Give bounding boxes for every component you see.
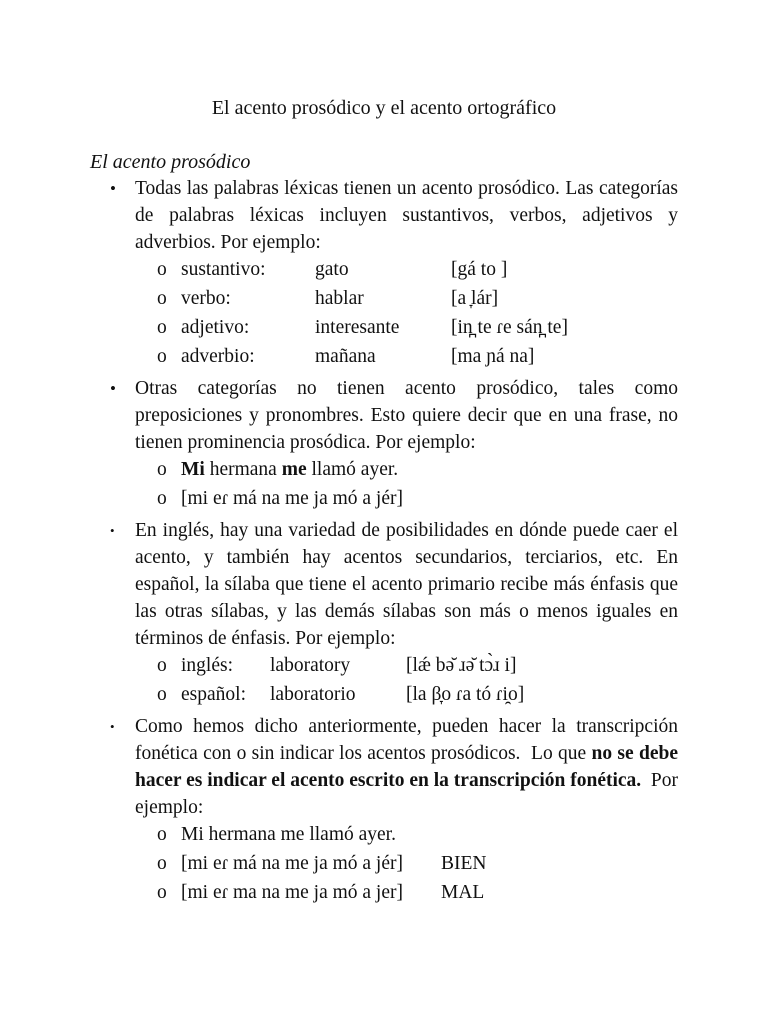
- bullet-item-transcription: [90, 713, 683, 906]
- example-word: hablar: [315, 288, 364, 309]
- sub-bullet-marker: o: [157, 853, 167, 874]
- example-word: interesante: [315, 317, 400, 338]
- sub-bullet-marker: o: [157, 459, 167, 480]
- example-row: [135, 681, 678, 708]
- section-heading: El acento prosódico: [90, 151, 251, 173]
- bullet-item-english-spanish: [90, 517, 678, 708]
- bold-text: no se debe hacer es indicar el acento escrito en la transcripción fonética.: [135, 743, 678, 791]
- sentence-part: llamó ayer.: [306, 459, 399, 480]
- bullet-marker: •: [110, 379, 116, 398]
- sub-bullet-marker: o: [157, 655, 167, 676]
- ipa-transcription: [gá to ]: [451, 259, 508, 280]
- bullet-item-non-lexical: [90, 375, 678, 512]
- sub-bullet-marker: o: [157, 259, 167, 280]
- ipa-transcription: [mi eɾ má na me ja mó a jér]: [181, 853, 403, 874]
- verdict-label: BIEN: [441, 853, 487, 874]
- sub-list: [135, 652, 678, 708]
- category-label: verbo:: [181, 288, 231, 309]
- example-row: [135, 343, 678, 370]
- example-sentence: [135, 821, 678, 848]
- bullet-item-lexical: [90, 175, 678, 370]
- example-word: laboratory: [270, 655, 351, 676]
- text-part: Por ejemplo:: [135, 770, 683, 818]
- sub-bullet-marker: o: [157, 317, 167, 338]
- bullet-marker: •: [110, 719, 115, 734]
- sub-bullet-marker: o: [157, 346, 167, 367]
- category-label: adjetivo:: [181, 317, 250, 338]
- sub-list: [135, 456, 678, 512]
- ipa-transcription: [mi eɾ ma na me ja mó a jer]: [181, 882, 403, 903]
- bold-word: me: [281, 459, 307, 480]
- sentence-text: Mi hermana me llamó ayer.: [181, 824, 396, 845]
- sub-list: [135, 821, 678, 906]
- bullet-text: [135, 713, 683, 821]
- example-sentence: [135, 456, 678, 483]
- bullet-marker: •: [110, 523, 115, 538]
- sub-bullet-marker: o: [157, 882, 167, 903]
- bullet-text: En inglés, hay una variedad de posibilidades en dónde puede caer el acento, y también hay acentos secundarios, terciarios, etc. En español, la sílaba que tiene el acento primario recibe más énfasis que las otras sílabas, y las demás sílabas son más o menos iguales en términos de énfasis. Por ejemplo:: [135, 520, 678, 649]
- example-row: [135, 285, 678, 312]
- ipa-transcription: [la β̞o ɾa tó ɾi̯o]: [406, 684, 525, 705]
- ipa-transcription: [mi eɾ má na me ja mó a jér]: [181, 488, 403, 509]
- bullet-text: Todas las palabras léxicas tienen un acento prosódico. Las categorías de palabras léxicas incluyen sustantivos, verbos, adjetivos y adverbios. Por ejemplo:: [135, 178, 678, 253]
- ipa-transcription: [a ̞lár]: [451, 288, 499, 309]
- sub-bullet-marker: o: [157, 288, 167, 309]
- page-title: El acento prosódico y el acento ortográfico: [211, 97, 557, 119]
- bullet-list: [90, 175, 683, 911]
- sub-bullet-marker: o: [157, 488, 167, 509]
- language-label: inglés:: [181, 655, 233, 676]
- example-word: laboratorio: [270, 684, 356, 705]
- sub-bullet-marker: o: [157, 824, 167, 845]
- sub-list: [135, 256, 678, 370]
- example-incorrect: [135, 879, 678, 906]
- ipa-transcription: [ma ɲá na]: [451, 346, 535, 367]
- example-row: [135, 652, 678, 679]
- verdict-label: MAL: [441, 882, 485, 903]
- text-part: Como hemos dicho anteriormente, pueden hacer la transcripción fonética con o sin indicar los acentos prosódicos. Lo que: [135, 716, 683, 764]
- example-correct: [135, 850, 678, 877]
- example-row: [135, 314, 678, 341]
- category-label: sustantivo:: [181, 259, 266, 280]
- example-row: [135, 256, 678, 283]
- example-word: gato: [315, 259, 349, 280]
- language-label: español:: [181, 684, 246, 705]
- bullet-marker: •: [110, 179, 116, 198]
- ipa-transcription: [lǽ bə̆ ɹə̆ tɔ̀ɹ i]: [406, 655, 517, 676]
- example-word: mañana: [315, 346, 376, 367]
- sub-bullet-marker: o: [157, 684, 167, 705]
- example-transcription: [135, 485, 678, 512]
- ipa-transcription: [in̪ te ɾe sán̪ te]: [451, 317, 568, 338]
- category-label: adverbio:: [181, 346, 255, 367]
- bullet-text: Otras categorías no tienen acento prosódico, tales como preposiciones y pronombres. Esto quiere decir que en una frase, no tienen prominencia prosódica. Por ejemplo:: [135, 378, 678, 453]
- bold-word: Mi: [181, 459, 205, 480]
- sentence-part: hermana: [204, 459, 282, 480]
